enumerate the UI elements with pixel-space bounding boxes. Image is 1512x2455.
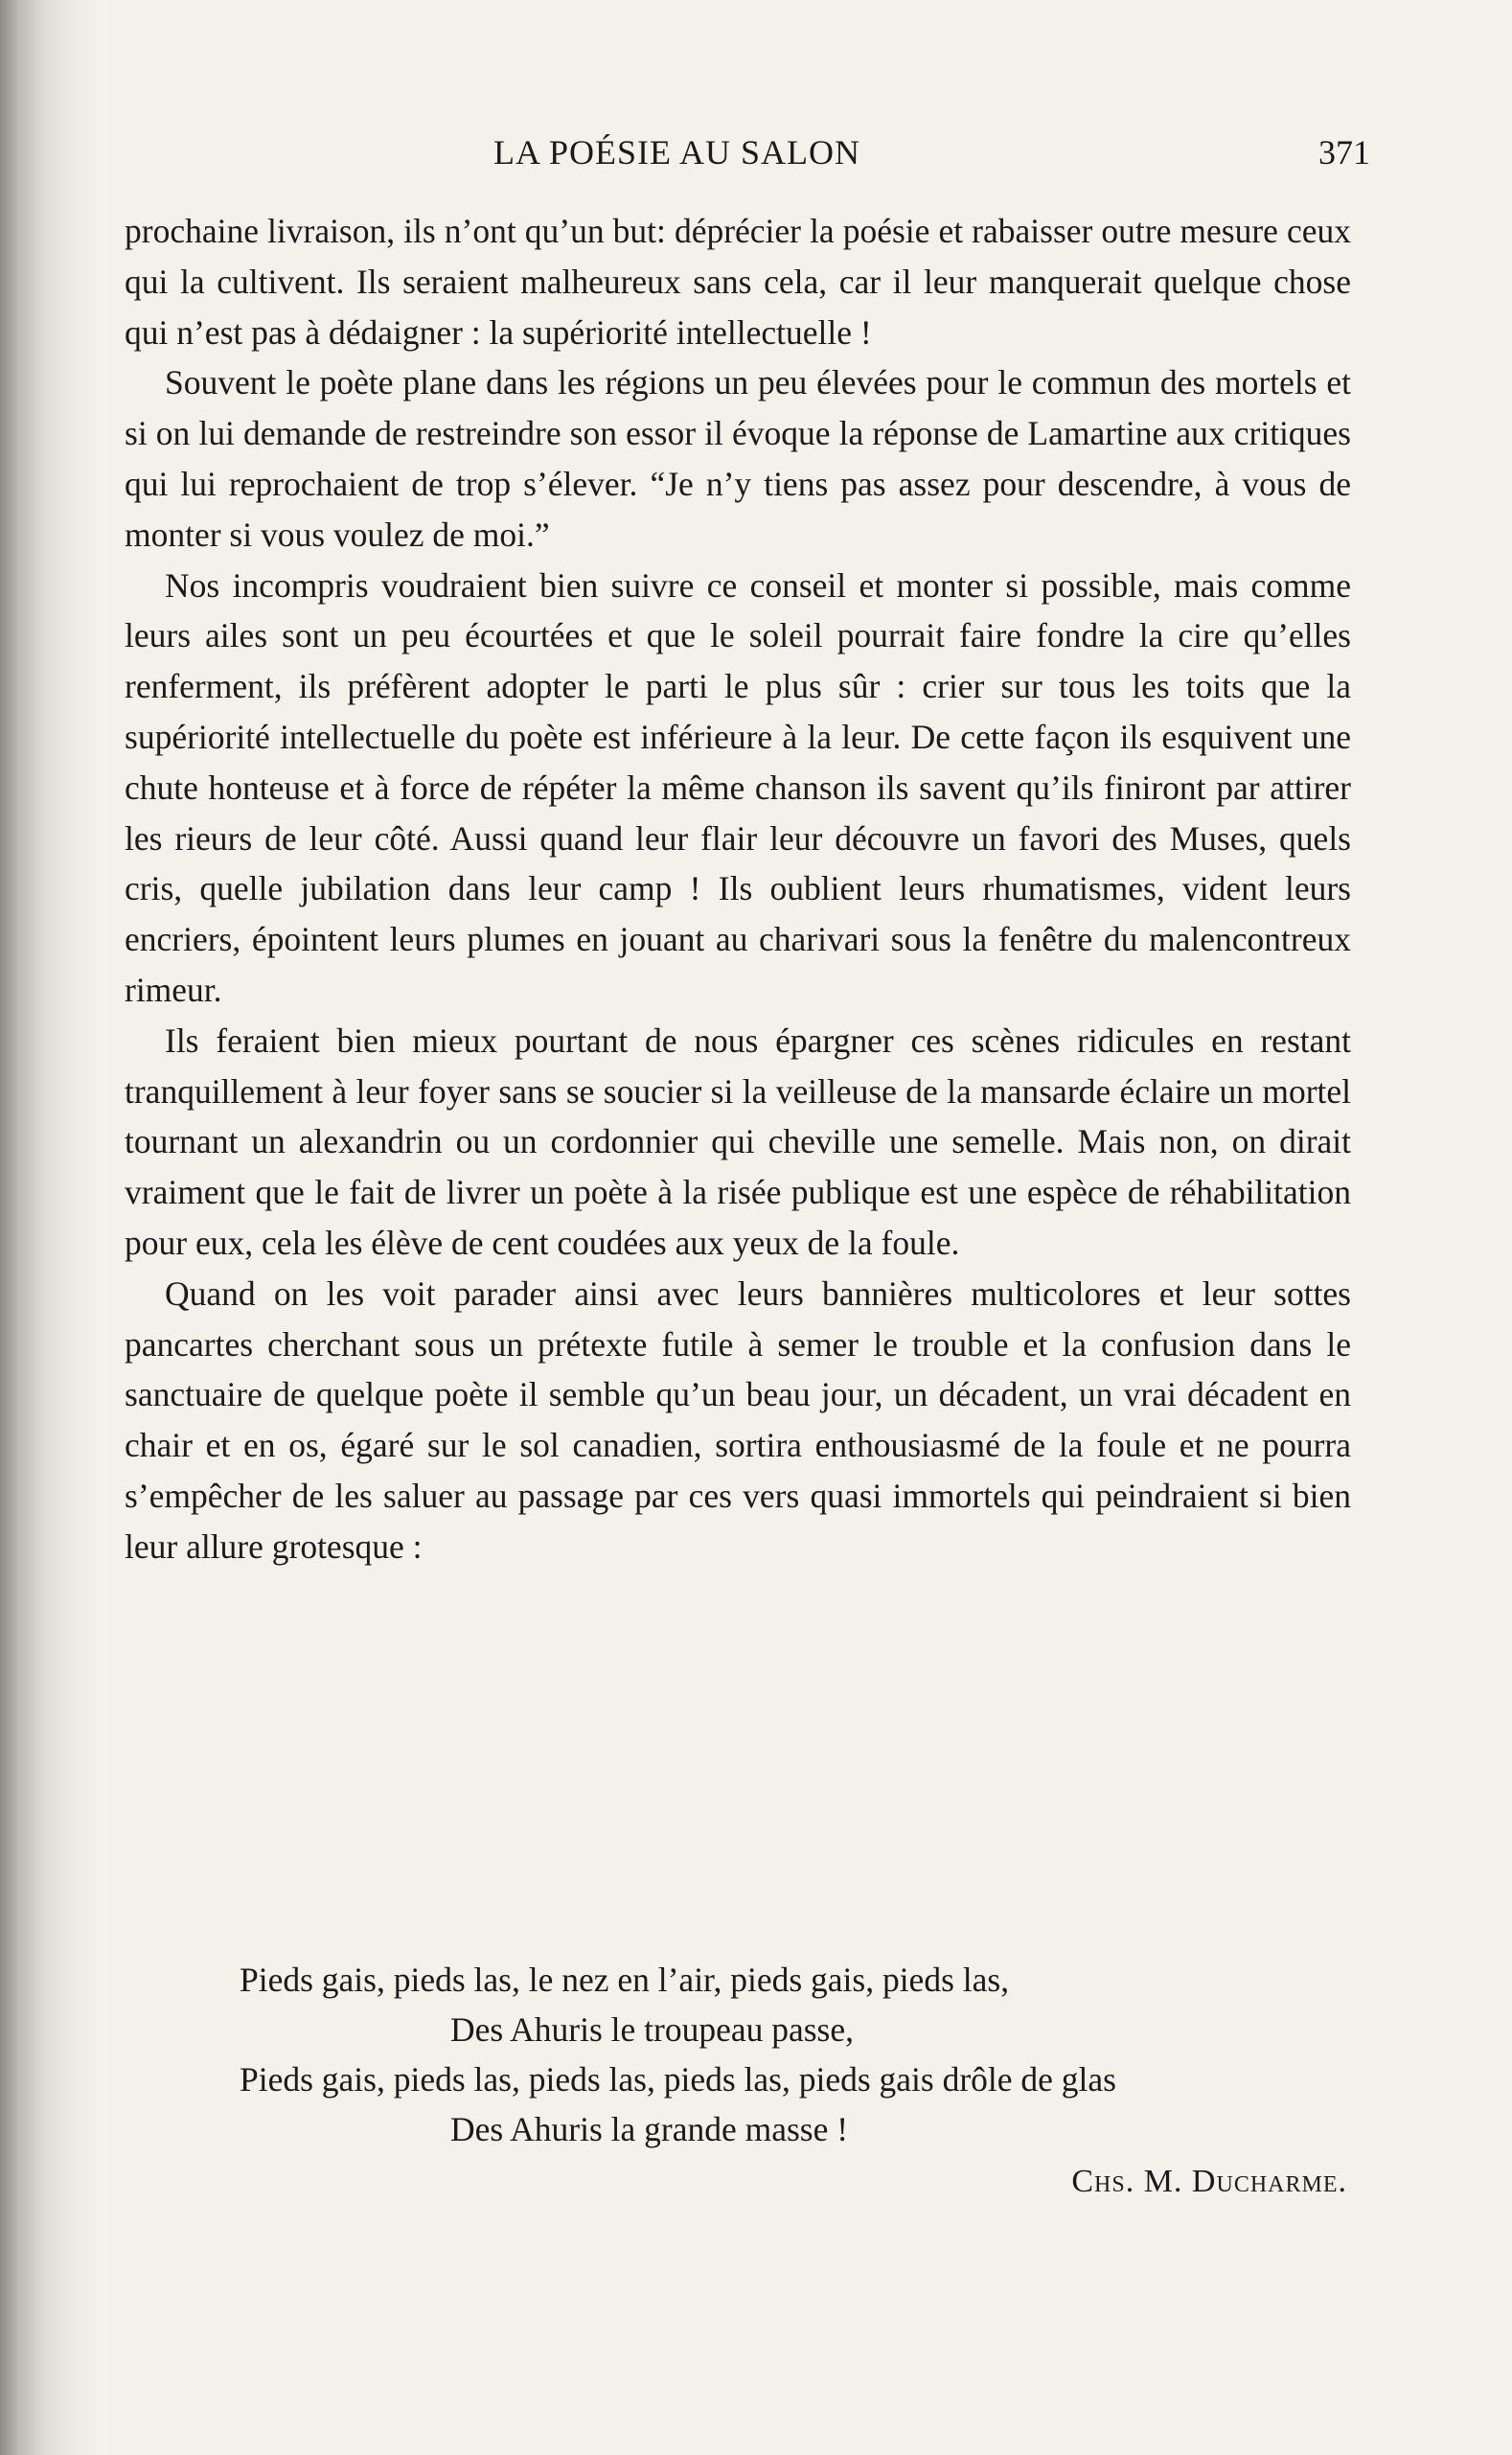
book-page (125, 0, 1370, 2455)
paragraph: Nos incompris voudraient bien suivre ce conseil et monter si possible, mais comme leurs ailes sont un peu écourtées et que le soleil pourrait faire fondre la cire qu’elles renferment, ils préfèrent adopter le parti le plus sûr : crier sur tous les toits que la supériorité intellectuelle du poète est inférieure à la leur. De cette façon ils esquivent une chute honteuse et à force de répéter la même chanson ils savent qu’ils finiront par attirer les rieurs de leur côté. Aussi quand leur flair leur découvre un favori des Muses, quels cris, quelle jubilation dans leur camp ! Ils oublient leurs rhumatismes, vident leurs encriers, épointent leurs plumes en jouant au charivari sous la fenêtre du malencontreux rimeur. (125, 565, 1351, 1009)
verse-line: Pieds gais, pieds las, pieds las, pieds las, pieds gais drôle de glas (240, 2060, 1116, 2099)
body-text (125, 206, 1351, 1572)
page-gutter-shadow (0, 0, 105, 2455)
verse-line: Des Ahuris la grande masse ! (450, 2110, 849, 2148)
verse-quotation (240, 1955, 1370, 2154)
paragraph: Quand on les voit parader ainsi avec leurs bannières multicolores et leur sottes pancartes cherchant sous un prétexte futile à semer le trouble et la confusion dans le sanctuaire de quelque poète il semble qu’un beau jour, un décadent, un vrai décadent en chair et en os, égaré sur le sol canadien, sortira enthousiasmé de la foule et ne pourra s’empêcher de les saluer au passage par ces vers quasi immortels qui peindraient si bien leur allure grotesque : (125, 1273, 1351, 1566)
paragraph: Souvent le poète plane dans les régions un peu élevées pour le commun des mortels et si on lui demande de restreindre son essor il évoque la réponse de Lamartine aux critiques qui lui reprochaient de trop s’élever. “Je n’y tiens pas assez pour descendre, à vous de monter si vous voulez de moi.” (125, 363, 1351, 554)
paragraph: Ils feraient bien mieux pourtant de nous épargner ces scènes ridicules en restant tranquillement à leur foyer sans se soucier si la veilleuse de la mansarde éclaire un mortel tournant un alexandrin ou un cordonnier qui cheville une semelle. Mais non, on dirait vraiment que le fait de livrer un poète à la risée publique est une espèce de réhabilitation pour eux, cela les élève de cent coudées aux yeux de la foule. (125, 1021, 1351, 1262)
running-head (125, 132, 1370, 180)
page-number: 371 (1318, 133, 1370, 172)
author-signature: Chs. M. Ducharme. (1071, 2164, 1347, 2199)
paragraph-continued: prochaine livraison, ils n’ont qu’un but: déprécier la poésie et rabaisser outre mesure ceux qui la cultivent. Ils seraient malheureux sans cela, car il leur manquerait quelque chose qui n’est pas à dédaigner : la supériorité intellectuelle ! (125, 212, 1351, 352)
running-title: LA POÉSIE AU SALON (493, 133, 861, 172)
verse-line: Pieds gais, pieds las, le nez en l’air, pieds gais, pieds las, (240, 1961, 1010, 1999)
verse-line: Des Ahuris le troupeau passe, (450, 2010, 854, 2049)
